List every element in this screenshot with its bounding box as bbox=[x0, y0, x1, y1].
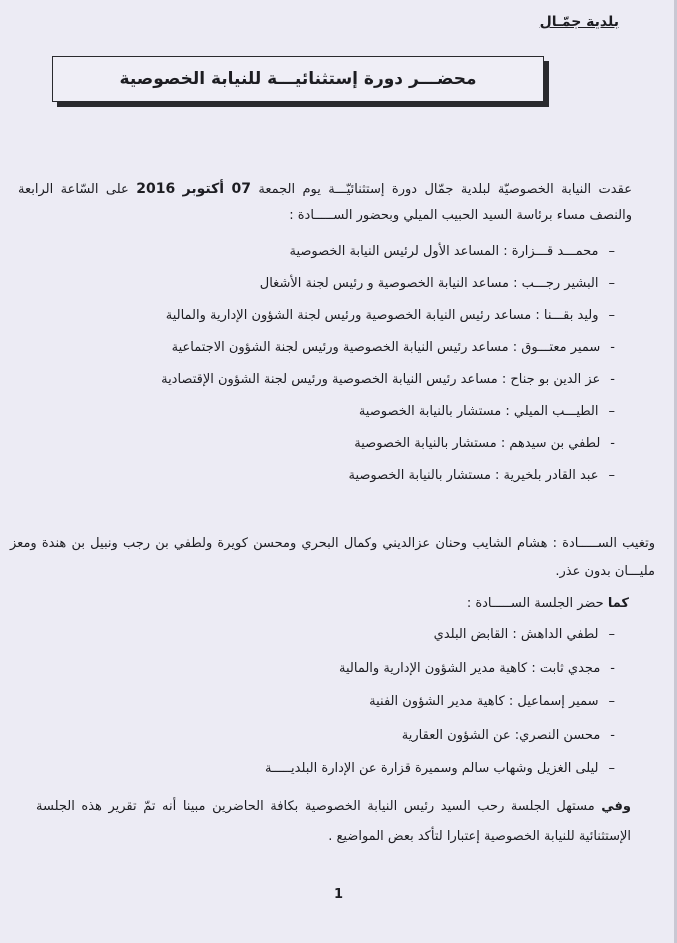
list-dash: – bbox=[608, 694, 615, 709]
staff-item bbox=[369, 694, 615, 709]
attendee-item bbox=[260, 276, 615, 291]
list-dash: – bbox=[608, 276, 615, 291]
intro-part2: على السّاعة الرابعة والنصف مساء برئاسة السيد الحبيب الميلي وبحضور الســـــادة : bbox=[18, 182, 632, 223]
also-present-bold: كما bbox=[607, 596, 629, 611]
list-dash: - bbox=[610, 372, 615, 387]
list-dash: - bbox=[610, 340, 615, 355]
list-item-text: ليلى الغزيل وشهاب سالم وسميرة قزارة عن الإدارة البلديـــــة bbox=[265, 761, 599, 776]
list-item-text: مجدي ثابت : كاهية مدير الشؤون الإدارية والمالية bbox=[339, 660, 601, 676]
list-item-text: الطيـــب الميلي : مستشار بالنيابة الخصوصية bbox=[358, 404, 599, 419]
closing-paragraph bbox=[36, 792, 631, 852]
list-item-text: عبد القادر بلخيرية : مستشار بالنيابة الخصوصية bbox=[348, 468, 599, 483]
list-item-text: محسن النصري: عن الشؤون العقارية bbox=[401, 727, 601, 743]
page-number: 1 bbox=[333, 887, 344, 902]
list-dash: - bbox=[610, 727, 615, 743]
closing-text: مستهل الجلسة رحب السيد رئيس النيابة الخصوصية بكافة الحاضرين مبينا أنه تمّ تقرير هذه الجلسة الإستثنائية للنيابة الخصوصية إعتبارا لتأكد بعض المواضيع . bbox=[36, 799, 631, 844]
list-dash: – bbox=[608, 627, 615, 642]
intro-month: أكتوبر bbox=[182, 181, 225, 197]
list-item-text: سمير معتـــوق : مساعد رئيس النيابة الخصوصية ورئيس لجنة الشؤون الاجتماعية bbox=[171, 340, 601, 355]
intro-part1: عقدت النيابة الخصوصيّة لبلدية جمّال دورة إستثنائيّـــة يوم الجمعة bbox=[258, 182, 632, 197]
attendee-item bbox=[172, 340, 615, 355]
intro-year: 2016 bbox=[136, 181, 176, 197]
list-dash: – bbox=[608, 404, 615, 419]
also-present-text: حضر الجلسة الســـــادة : bbox=[466, 596, 604, 611]
list-item-text: لطفي الداهش : القابض البلدي bbox=[433, 627, 599, 642]
attendee-item bbox=[289, 244, 615, 259]
list-dash: - bbox=[610, 436, 615, 451]
absent-paragraph: وتغيب الســـــادة : هشام الشايب وحنان عزالديني وكمال البحري ومحسن كويرة ولطفي بن رجب ونبيل بن هندة ومعز مليـــان بدون عذر. bbox=[10, 536, 655, 579]
staff-item bbox=[265, 761, 615, 776]
intro-paragraph bbox=[18, 176, 632, 229]
list-item-text: لطفي بن سيدهم : مستشار بالنيابة الخصوصية bbox=[354, 436, 601, 451]
list-item-text: عز الدين بو جناح : مساعد رئيس النيابة الخصوصية ورئيس لجنة الشؤون الإقتصادية bbox=[161, 372, 601, 387]
title-box bbox=[52, 56, 544, 102]
attendee-item bbox=[359, 404, 615, 419]
list-dash: – bbox=[608, 244, 615, 259]
list-item-text: محمـــد قـــزارة : المساعد الأول لرئيس النيابة الخصوصية bbox=[289, 244, 599, 259]
list-dash: – bbox=[608, 468, 615, 483]
intro-day: 07 bbox=[231, 181, 251, 197]
attendee-item bbox=[349, 468, 616, 483]
staff-item bbox=[434, 627, 615, 642]
also-present-heading bbox=[467, 596, 629, 611]
attendee-item bbox=[354, 436, 615, 451]
staff-item bbox=[339, 661, 615, 676]
attendee-item bbox=[166, 308, 615, 323]
list-dash: - bbox=[610, 660, 615, 676]
list-dash: – bbox=[608, 308, 615, 323]
document-title: محضـــر دورة إستثنائيـــة للنيابة الخصوصية bbox=[119, 69, 477, 89]
list-item-text: البشير رجـــب : مساعد النيابة الخصوصية و رئيس لجنة الأشغال bbox=[259, 276, 599, 291]
attendee-item bbox=[161, 372, 615, 387]
staff-item bbox=[402, 728, 615, 743]
list-dash: – bbox=[608, 761, 615, 776]
list-item-text: وليد بقـــنا : مساعد رئيس النيابة الخصوصية ورئيس لجنة الشؤون الإدارية والمالية bbox=[165, 308, 599, 323]
municipality-header: بلدية جمّـال bbox=[539, 14, 619, 30]
list-item-text: سمير إسماعيل : كاهية مدير الشؤون الفنية bbox=[369, 694, 599, 709]
closing-bold: وفي bbox=[601, 799, 631, 814]
